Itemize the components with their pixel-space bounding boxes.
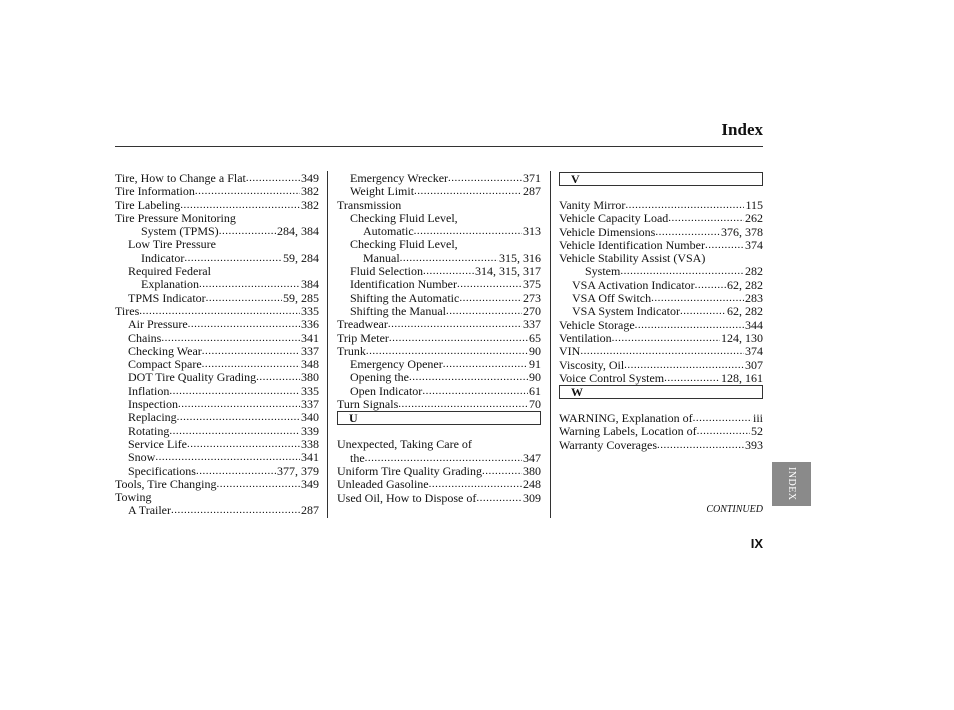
entry-page-ref[interactable]: 337: [301, 343, 319, 358]
dot-leader: [388, 318, 522, 331]
page-title: Index: [721, 120, 763, 139]
dot-leader: [635, 319, 744, 332]
dot-leader: [139, 305, 300, 318]
dot-leader: [705, 239, 744, 252]
index-entry: [559, 226, 763, 239]
entry-page-ref[interactable]: 91: [529, 357, 541, 372]
entry-term: Tire, How to Change a Flat: [115, 171, 246, 185]
section-letter-w: W: [559, 385, 763, 399]
entry-term: Identification Number: [350, 277, 457, 292]
entry-term: Tools, Tire Changing: [115, 476, 217, 491]
entry-page-ref[interactable]: 374: [745, 344, 763, 359]
entry-page-ref[interactable]: 65: [529, 330, 541, 345]
entry-page-ref[interactable]: 341: [301, 450, 319, 465]
dot-leader: [202, 358, 300, 371]
index-entry: [128, 451, 319, 464]
entry-page-ref[interactable]: 348: [301, 357, 319, 372]
entry-page-ref[interactable]: 309: [523, 490, 541, 505]
index-entry: [128, 318, 319, 331]
index-entry: [337, 465, 541, 478]
index-entry: [128, 292, 319, 305]
entry-page-ref[interactable]: 90: [529, 343, 541, 358]
dot-leader: [161, 332, 300, 345]
entry-page-ref[interactable]: 347: [523, 450, 541, 465]
index-entry: [350, 358, 541, 371]
index-column-3: [559, 172, 763, 452]
entry-page-ref[interactable]: 340: [301, 410, 319, 425]
index-entry: [115, 212, 319, 225]
entry-term: Vehicle Capacity Load: [559, 211, 669, 226]
dot-leader: [177, 411, 300, 424]
dot-leader: [366, 345, 528, 358]
dot-leader: [195, 185, 300, 198]
entry-term: Inspection: [128, 397, 178, 412]
entry-page-ref[interactable]: 315, 316: [499, 250, 541, 265]
entry-page-ref[interactable]: 128, 161: [721, 370, 763, 385]
dot-leader: [246, 172, 300, 185]
index-entry: [128, 425, 319, 438]
index-entry: [337, 332, 541, 345]
entry-term: Weight Limit: [350, 184, 415, 199]
entry-term: Snow: [128, 450, 156, 465]
index-entry: [559, 199, 763, 212]
entry-term: Ventilation: [559, 330, 612, 345]
entry-term: Fluid Selection: [350, 264, 423, 279]
dot-leader: [196, 465, 276, 478]
dot-leader: [476, 492, 522, 505]
index-tab-label: INDEX: [786, 467, 797, 501]
entry-term: Viscosity, Oil: [559, 357, 625, 372]
dot-leader: [448, 172, 522, 185]
entry-term: Emergency Opener: [350, 357, 443, 372]
entry-term: Warning Labels, Location of: [559, 424, 697, 439]
dot-leader: [199, 278, 300, 291]
index-entry: [572, 292, 763, 305]
index-entry: [337, 398, 541, 411]
entry-page-ref[interactable]: 380: [301, 370, 319, 385]
entry-page-ref[interactable]: 335: [301, 303, 319, 318]
index-entry: [115, 478, 319, 491]
index-entry: [350, 452, 541, 465]
index-entry: [559, 359, 763, 372]
index-entry: [559, 332, 763, 345]
entry-term: Uniform Tire Quality Grading: [337, 463, 482, 478]
dot-leader: [624, 359, 744, 372]
entry-page-ref[interactable]: 262: [745, 211, 763, 226]
entry-page-ref[interactable]: 374: [745, 237, 763, 252]
entry-term: Towing: [115, 490, 152, 505]
entry-term: Vehicle Storage: [559, 317, 635, 332]
column-divider: [327, 171, 328, 518]
entry-term: Checking Wear: [128, 343, 202, 358]
dot-leader: [365, 452, 522, 465]
index-entry: [115, 172, 319, 185]
entry-term: Chains: [128, 330, 162, 345]
entry-page-ref[interactable]: 287: [523, 184, 541, 199]
entry-term: Vehicle Identification Number: [559, 237, 705, 252]
entry-term: Automatic: [363, 224, 414, 239]
index-entry: [115, 185, 319, 198]
entry-page-ref[interactable]: 380: [523, 463, 541, 478]
dot-leader: [657, 439, 744, 452]
entry-term: Air Pressure: [128, 317, 188, 332]
entry-page-ref[interactable]: 248: [523, 477, 541, 492]
entry-term: Compact Spare: [128, 357, 202, 372]
entry-term: Required Federal: [128, 264, 211, 279]
entry-term: Low Tire Pressure: [128, 237, 217, 252]
dot-leader: [655, 226, 720, 239]
index-entry: [559, 319, 763, 332]
entry-term: Emergency Wrecker: [350, 171, 449, 185]
dot-leader: [219, 225, 276, 238]
entry-page-ref[interactable]: 59, 284: [283, 250, 319, 265]
entry-page-ref[interactable]: 335: [301, 383, 319, 398]
dot-leader: [180, 199, 300, 212]
entry-term: Trip Meter: [337, 330, 389, 345]
entry-page-ref[interactable]: 90: [529, 370, 541, 385]
entry-term: Inflation: [128, 383, 170, 398]
entry-page-ref[interactable]: 393: [745, 437, 763, 452]
index-column-2: [337, 172, 541, 505]
entry-term: Tire Information: [115, 184, 195, 199]
index-entry: [350, 185, 541, 198]
index-entry: [572, 305, 763, 318]
entry-page-ref[interactable]: 313: [523, 224, 541, 239]
entry-term: the: [350, 450, 365, 465]
entry-term: Open Indicator: [350, 383, 423, 398]
dot-leader: [580, 345, 744, 358]
index-entry: [128, 504, 319, 517]
dot-leader: [429, 478, 522, 491]
entry-term: Rotating: [128, 423, 170, 438]
dot-leader: [178, 398, 300, 411]
index-column-1: [115, 172, 319, 518]
entry-term: A Trailer: [128, 503, 172, 518]
dot-leader: [695, 279, 726, 292]
dot-leader: [389, 332, 528, 345]
entry-page-ref[interactable]: 283: [745, 291, 763, 306]
entry-page-ref[interactable]: 377, 379: [277, 463, 319, 478]
entry-page-ref[interactable]: 287: [301, 503, 319, 518]
entry-page-ref[interactable]: 382: [301, 184, 319, 199]
entry-term: Tire Pressure Monitoring: [115, 210, 236, 225]
entry-term: Explanation: [141, 277, 199, 292]
entry-term: Tire Labeling: [115, 197, 181, 212]
entry-page-ref[interactable]: 382: [301, 197, 319, 212]
entry-term: Opening the: [350, 370, 409, 385]
entry-term: Tires: [115, 303, 140, 318]
entry-page-ref[interactable]: 339: [301, 423, 319, 438]
index-entry: [559, 412, 763, 425]
entry-page-ref[interactable]: 59, 285: [283, 290, 319, 305]
entry-page-ref[interactable]: 375: [523, 277, 541, 292]
entry-term: DOT Tire Quality Grading: [128, 370, 257, 385]
index-entry: [128, 385, 319, 398]
entry-term: Checking Fluid Level,: [350, 237, 458, 252]
dot-leader: [202, 345, 300, 358]
entry-page-ref[interactable]: 284, 384: [277, 224, 319, 239]
entry-term: Used Oil, How to Dispose of: [337, 490, 477, 505]
index-entry: [337, 478, 541, 491]
dot-leader: [188, 318, 300, 331]
entry-page-ref[interactable]: 62, 282: [727, 277, 763, 292]
section-letter-v: V: [559, 172, 763, 186]
entry-page-ref[interactable]: 349: [301, 476, 319, 491]
dot-leader: [651, 292, 744, 305]
index-entry: [559, 372, 763, 385]
entry-term: Warranty Coverages: [559, 437, 657, 452]
index-entry: [115, 305, 319, 318]
entry-term: Unleaded Gasoline: [337, 477, 429, 492]
entry-page-ref[interactable]: iii: [752, 411, 763, 426]
entry-page-ref[interactable]: 336: [301, 317, 319, 332]
index-entry: [572, 279, 763, 292]
entry-term: Transmission: [337, 197, 402, 212]
index-entry: [559, 239, 763, 252]
entry-page-ref[interactable]: 349: [301, 171, 319, 185]
index-entry: [128, 438, 319, 451]
entry-term: Shifting the Manual: [350, 303, 446, 318]
entry-term: Replacing: [128, 410, 177, 425]
index-entry: [559, 345, 763, 358]
entry-page-ref[interactable]: 337: [523, 317, 541, 332]
index-entry: [350, 371, 541, 384]
index-entry: [350, 265, 541, 278]
entry-term: Turn Signals: [337, 397, 399, 412]
index-entry: [128, 332, 319, 345]
entry-term: Unexpected, Taking Care of: [337, 437, 472, 452]
index-entry: [128, 345, 319, 358]
entry-term: Indicator: [141, 250, 185, 265]
entry-page-ref[interactable]: 314, 315, 317: [475, 264, 541, 279]
index-entry: [350, 385, 541, 398]
dot-leader: [668, 212, 744, 225]
dot-leader: [206, 292, 282, 305]
index-entry: [350, 292, 541, 305]
dot-leader: [169, 385, 300, 398]
dot-leader: [414, 185, 522, 198]
entry-term: Shifting the Automatic: [350, 290, 460, 305]
index-entry: [350, 172, 541, 185]
dot-leader: [414, 225, 522, 238]
index-entry: [128, 411, 319, 424]
index-entry: [350, 305, 541, 318]
dot-leader: [400, 252, 498, 265]
dot-leader: [171, 504, 300, 517]
entry-page-ref[interactable]: 70: [529, 397, 541, 412]
entry-page-ref[interactable]: 115: [745, 198, 763, 212]
index-entry: [115, 199, 319, 212]
entry-term: VIN: [559, 344, 581, 359]
entry-term: Checking Fluid Level,: [350, 210, 458, 225]
index-entry: [141, 252, 319, 265]
dot-leader: [409, 371, 528, 384]
dot-leader: [443, 358, 528, 371]
dot-leader: [256, 371, 300, 384]
entry-term: WARNING, Explanation of: [559, 411, 693, 426]
index-entry: [585, 265, 763, 278]
index-entry: [128, 398, 319, 411]
entry-term: Vanity Mirror: [559, 198, 626, 212]
entry-page-ref[interactable]: 376, 378: [721, 224, 763, 239]
entry-term: Service Life: [128, 436, 187, 451]
index-entry: [128, 465, 319, 478]
entry-page-ref[interactable]: 337: [301, 397, 319, 412]
entry-term: TPMS Indicator: [128, 290, 206, 305]
index-entry: [337, 345, 541, 358]
index-entry: [559, 439, 763, 452]
dot-leader: [664, 372, 720, 385]
entry-page-ref[interactable]: 52: [751, 424, 763, 439]
index-entry: [128, 371, 319, 384]
dot-leader: [459, 292, 522, 305]
dot-leader: [187, 438, 300, 451]
dot-leader: [217, 478, 300, 491]
entry-page-ref[interactable]: 307: [745, 357, 763, 372]
index-entry: [128, 238, 319, 251]
page-number: IX: [750, 536, 763, 551]
index-entry: [141, 278, 319, 291]
entry-page-ref[interactable]: 338: [301, 436, 319, 451]
entry-term: Specifications: [128, 463, 196, 478]
entry-page-ref[interactable]: 282: [745, 264, 763, 279]
entry-page-ref[interactable]: 341: [301, 330, 319, 345]
entry-page-ref[interactable]: 270: [523, 303, 541, 318]
dot-leader: [482, 465, 522, 478]
section-letter-u: U: [337, 411, 541, 425]
index-entry: [141, 225, 319, 238]
entry-term: System (TPMS): [141, 224, 219, 239]
entry-page-ref[interactable]: 344: [745, 317, 763, 332]
entry-page-ref[interactable]: 384: [301, 277, 319, 292]
index-side-tab: [772, 462, 811, 506]
dot-leader: [169, 425, 300, 438]
entry-term: Voice Control System: [559, 370, 665, 385]
entry-term: Vehicle Stability Assist (VSA): [559, 251, 706, 266]
entry-term: System: [585, 264, 621, 279]
index-entry: [337, 318, 541, 331]
index-entry: [559, 212, 763, 225]
entry-term: VSA Activation Indicator: [572, 277, 695, 292]
entry-page-ref[interactable]: 273: [523, 290, 541, 305]
column-divider: [550, 171, 551, 518]
entry-term: Treadwear: [337, 317, 388, 332]
entry-page-ref[interactable]: 124, 130: [721, 330, 763, 345]
dot-leader: [423, 265, 474, 278]
dot-leader: [446, 305, 522, 318]
dot-leader: [398, 398, 528, 411]
entry-term: VSA System Indicator: [572, 304, 680, 319]
index-entry: [350, 212, 541, 225]
dot-leader: [693, 412, 752, 425]
index-entry: [337, 199, 541, 212]
entry-page-ref[interactable]: 371: [523, 171, 541, 185]
index-entry: [559, 252, 763, 265]
dot-leader: [422, 385, 528, 398]
dot-leader: [612, 332, 720, 345]
index-entry: [128, 358, 319, 371]
dot-leader: [620, 265, 744, 278]
continued-label: CONTINUED: [706, 504, 763, 515]
entry-term: Manual: [363, 250, 400, 265]
dot-leader: [184, 252, 282, 265]
dot-leader: [697, 425, 750, 438]
entry-page-ref[interactable]: 61: [529, 383, 541, 398]
index-entry: [363, 252, 541, 265]
entry-page-ref[interactable]: 62, 282: [727, 304, 763, 319]
index-entry: [363, 225, 541, 238]
index-entry: [337, 492, 541, 505]
entry-term: Trunk: [337, 343, 366, 358]
dot-leader: [625, 199, 744, 212]
index-entry: [337, 438, 541, 451]
index-entry: [559, 425, 763, 438]
index-entry: [128, 265, 319, 278]
dot-leader: [680, 305, 726, 318]
dot-leader: [457, 278, 522, 291]
entry-term: Vehicle Dimensions: [559, 224, 656, 239]
entry-term: VSA Off Switch: [572, 291, 652, 306]
index-entry: [350, 238, 541, 251]
index-entry: [350, 278, 541, 291]
index-entry: [115, 491, 319, 504]
header-rule: [115, 146, 763, 147]
dot-leader: [155, 451, 300, 464]
